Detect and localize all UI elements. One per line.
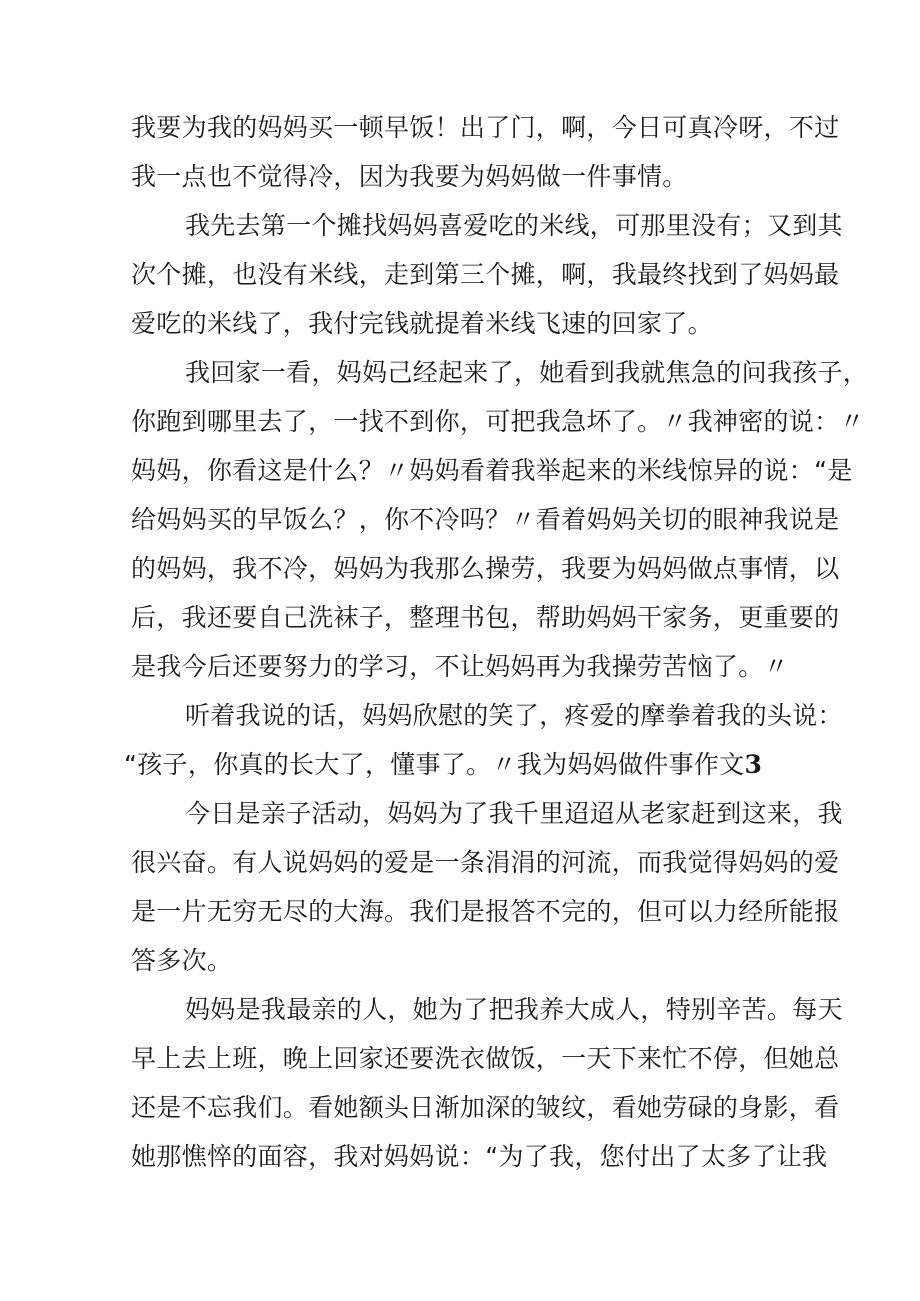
text-line: 我要为我的妈妈买一顿早饭！出了门，啊，今日可真冷呀，不过 (131, 113, 840, 142)
text-line: 是一片无穷无尽的大海。我们是报答不完的，但可以力经所能报 (131, 897, 840, 926)
text-line: 听着我说的话，妈妈欣慰的笑了，疼爱的摩拳着我的头说： (185, 701, 843, 730)
text-line: 你跑到哪里去了，一找不到你，可把我急坏了。〃我神密的说：〃 (131, 407, 865, 436)
text-line: 答多次。 (131, 946, 233, 975)
text-line: 还是不忘我们。看她额头日渐加深的皱纹，看她劳碌的身影，看 (131, 1093, 840, 1122)
text-line: 她那憔悴的面容，我对妈妈说：“为了我，您付出了太多了让我 (131, 1142, 828, 1171)
text-line: 次个摊，也没有米线，走到第三个摊，啊，我最终找到了妈妈最 (131, 260, 840, 289)
text-line: 早上去上班，晚上回家还要洗衣做饭，一天下来忙不停，但她总 (131, 1044, 840, 1073)
text-line: 的妈妈，我不冷，妈妈为我那么操劳，我要为妈妈做点事情，以 (131, 554, 840, 583)
text-line: 今日是亲子活动，妈妈为了我千里迢迢从老家赶到这来，我 (185, 799, 843, 828)
text-line: 爱吃的米线了，我付完钱就提着米线飞速的回家了。 (131, 309, 713, 338)
text-line: 给妈妈买的早饭么？，你不冷吗？〃看着妈妈关切的眼神我说是 (131, 505, 840, 534)
text-line-content: “孩子，你真的长大了，懂事了。〃我为妈妈做件事作文 (124, 750, 745, 779)
text-line: 很兴奋。有人说妈妈的爱是一条涓涓的河流，而我觉得妈妈的爱 (131, 848, 840, 877)
text-line: 我回家一看，妈妈己经起来了，她看到我就焦急的问我孩子， (185, 358, 869, 387)
text-line: 妈妈，你看这是什么？〃妈妈看着我举起来的米线惊异的说：“是 (131, 456, 853, 485)
text-line: 后，我还要自己洗袜子，整理书包，帮助妈妈干家务，更重要的 (131, 603, 840, 632)
text-line (124, 749, 784, 781)
text-line: 我一点也不觉得冷，因为我要为妈妈做一件事情。 (131, 162, 688, 191)
text-line: 是我今后还要努力的学习，不让妈妈再为我操劳苦恼了。〃 (131, 652, 789, 681)
essay-number: 3 (744, 750, 763, 779)
text-line: 我先去第一个摊找妈妈喜爱吃的米线，可那里没有；又到其 (185, 211, 843, 240)
text-line: 妈妈是我最亲的人，她为了把我养大成人，特别辛苦。每天 (185, 995, 843, 1024)
